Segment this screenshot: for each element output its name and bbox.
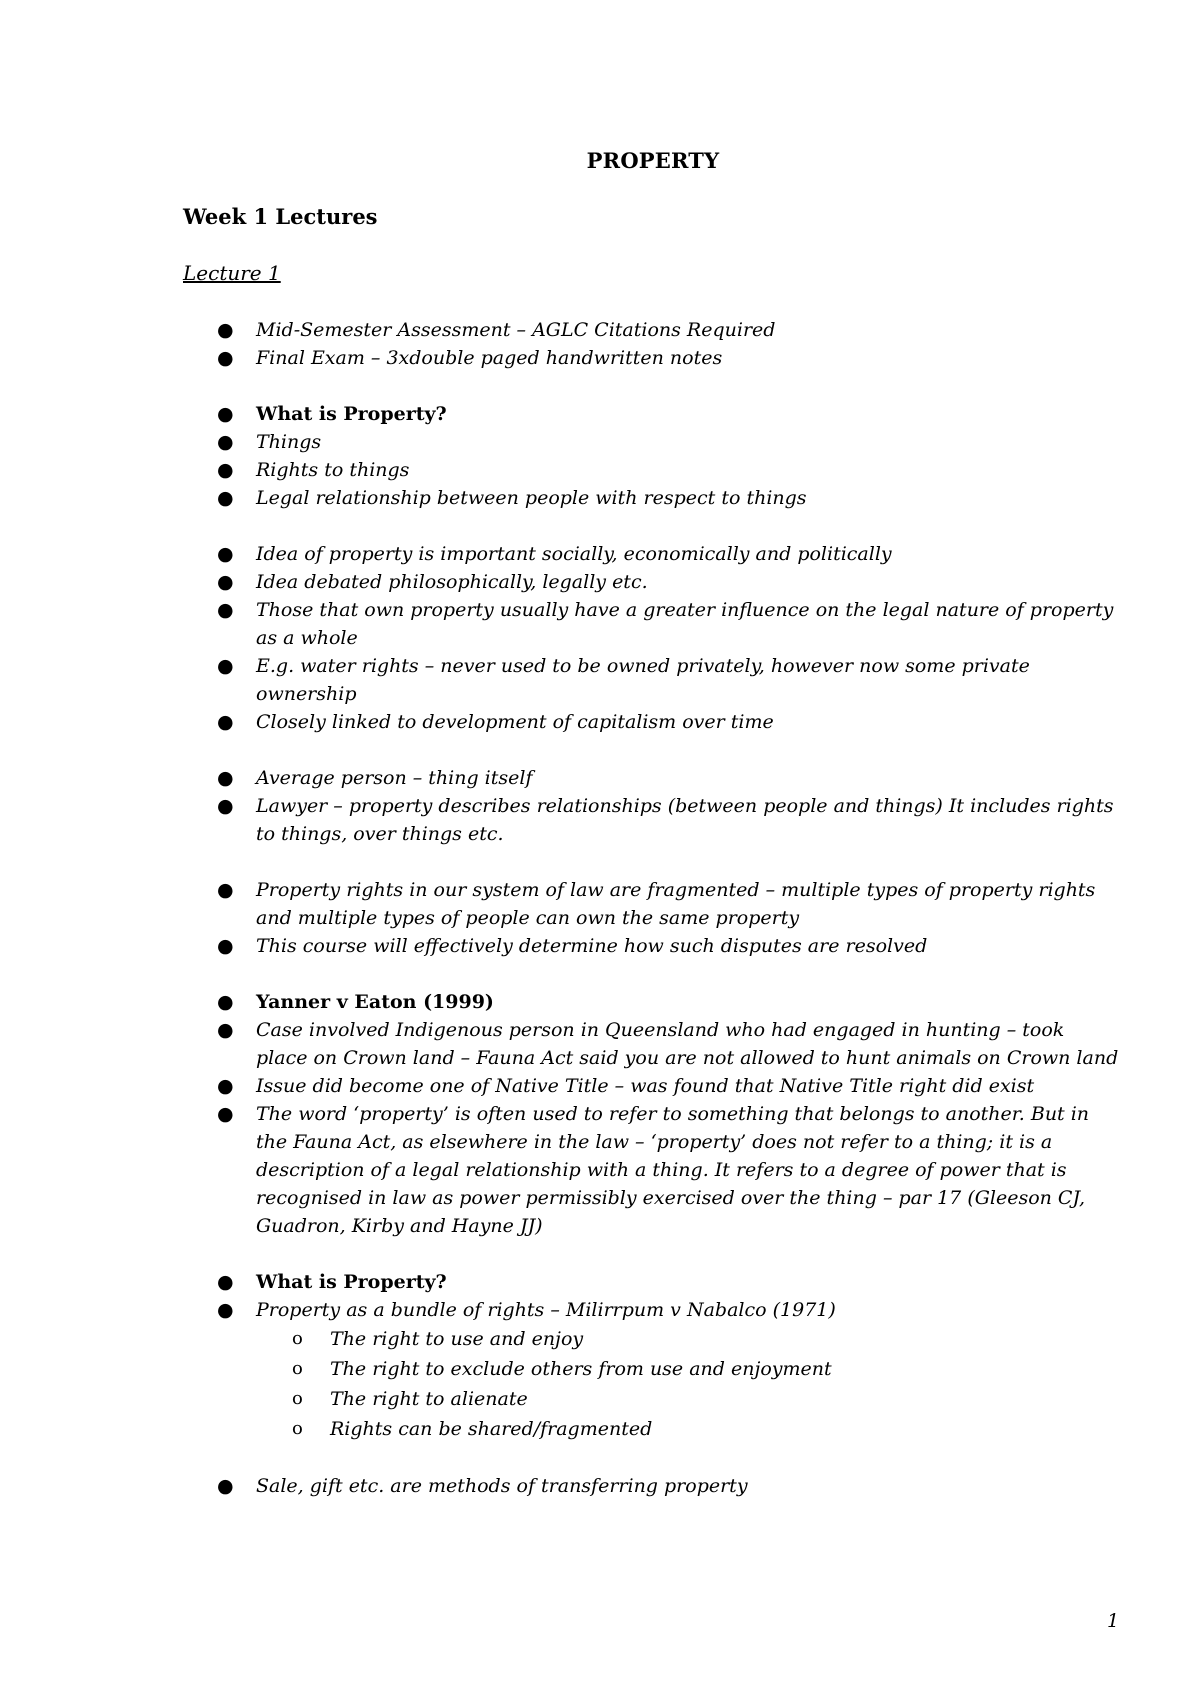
hollow-circle-icon: o (292, 1358, 303, 1379)
bullet-icon: ● (217, 1271, 234, 1293)
section-heading: Week 1 Lectures (183, 204, 378, 229)
group-spacer (0, 372, 1200, 400)
bullet-item (0, 596, 1120, 652)
bullet-group (0, 540, 1200, 736)
bullet-text: E.g. water rights – never used to be owned privately, however now some private ownership (256, 655, 1030, 705)
bullet-text: Closely linked to development of capitalism over time (256, 711, 774, 733)
sub-bullet-text: The right to alienate (330, 1388, 528, 1410)
bullet-text: Property as a bundle of rights – Milirrpum v Nabalco (1971) (256, 1299, 836, 1321)
hollow-circle-icon: o (292, 1328, 303, 1349)
bullet-text: Those that own property usually have a greater influence on the legal nature of property as a whole (256, 599, 1114, 649)
hollow-circle-icon: o (292, 1418, 303, 1439)
bullet-text: What is Property? (256, 403, 447, 425)
bullet-icon: ● (217, 347, 234, 369)
bullet-icon: ● (217, 991, 234, 1013)
bullet-text: Idea debated philosophically, legally etc. (256, 571, 648, 593)
group-spacer (0, 512, 1200, 540)
bullet-icon: ● (217, 431, 234, 453)
group-spacer (0, 736, 1200, 764)
bullet-group (0, 1268, 1200, 1444)
bullet-heading (0, 988, 1120, 1016)
bullet-text: This course will effectively determine how such disputes are resolved (256, 935, 928, 957)
bullet-item (0, 344, 1120, 372)
bullet-item (0, 876, 1120, 932)
bullet-item (0, 1072, 1120, 1100)
bullet-item (0, 1296, 1120, 1324)
group-spacer (0, 1240, 1200, 1268)
bullet-text: Mid-Semester Assessment – AGLC Citations Required (256, 319, 776, 341)
bullet-text: Sale, gift etc. are methods of transferring property (256, 1475, 748, 1497)
hollow-circle-icon: o (292, 1388, 303, 1409)
bullet-text: The word ‘property’ is often used to refer to something that belongs to another. But in the Fauna Act, as elsewhere in the law – ‘property’ does not refer to a thing; it is a description of a legal relationship with a thing. It refers to a degree of power that is recognised in law as power permissibly exercised over the thing – par 17 (Gleeson CJ, Guadron, Kirby and Hayne JJ) (256, 1103, 1090, 1237)
bullet-icon: ● (217, 1075, 234, 1097)
bullet-text: Rights to things (256, 459, 410, 481)
bullet-icon: ● (217, 879, 234, 901)
bullet-icon: ● (217, 1299, 234, 1321)
bullet-icon: ● (217, 459, 234, 481)
bullet-icon: ● (217, 1475, 234, 1497)
bullet-text: Things (256, 431, 322, 453)
bullet-group (0, 988, 1200, 1240)
bullet-text: Idea of property is important socially, economically and politically (256, 543, 892, 565)
bullet-icon: ● (217, 795, 234, 817)
bullet-item (0, 792, 1120, 848)
bullet-text: Case involved Indigenous person in Queensland who had engaged in hunting – took place on Crown land – Fauna Act said you are not allowed to hunt animals on Crown land (256, 1019, 1119, 1069)
bullet-item (0, 568, 1120, 596)
group-spacer (0, 848, 1200, 876)
bullet-icon: ● (217, 655, 234, 677)
bullet-item (0, 1016, 1120, 1072)
bullet-group (0, 400, 1200, 512)
bullet-text: What is Property? (256, 1271, 447, 1293)
bullet-item (0, 1472, 1120, 1500)
bullet-item (0, 428, 1120, 456)
bullet-item (0, 764, 1120, 792)
bullet-text: Yanner v Eaton (1999) (256, 991, 494, 1013)
sub-bullet-item (0, 1414, 1120, 1444)
bullet-icon: ● (217, 599, 234, 621)
bullet-item (0, 708, 1120, 736)
lecture-subheading: Lecture 1 (183, 261, 281, 285)
document-title: PROPERTY (586, 148, 720, 173)
bullet-item (0, 484, 1120, 512)
bullet-icon: ● (217, 319, 234, 341)
bullet-text: Average person – thing itself (256, 767, 533, 789)
bullet-item (0, 456, 1120, 484)
bullet-item (0, 540, 1120, 568)
bullet-heading (0, 400, 1120, 428)
bullet-text: Legal relationship between people with respect to things (256, 487, 807, 509)
bullet-text: Issue did become one of Native Title – was found that Native Title right did exist (256, 1075, 1035, 1097)
sub-bullet-text: The right to use and enjoy (330, 1328, 584, 1350)
sub-bullet-text: Rights can be shared/fragmented (330, 1418, 653, 1440)
sub-bullet-text: The right to exclude others from use and enjoyment (330, 1358, 832, 1380)
bullet-item (0, 652, 1120, 708)
bullet-icon: ● (217, 767, 234, 789)
bullet-text: Final Exam – 3xdouble paged handwritten notes (256, 347, 723, 369)
bullet-icon: ● (217, 487, 234, 509)
bullet-icon: ● (217, 1103, 234, 1125)
page-number: 1 (1107, 1610, 1120, 1632)
bullet-group (0, 316, 1200, 372)
notes-content (0, 316, 1200, 1500)
bullet-icon: ● (217, 711, 234, 733)
sub-bullet-item (0, 1384, 1120, 1414)
bullet-item (0, 932, 1120, 960)
bullet-icon: ● (217, 403, 234, 425)
bullet-item (0, 316, 1120, 344)
group-spacer (0, 960, 1200, 988)
bullet-item (0, 1100, 1120, 1240)
bullet-icon: ● (217, 1019, 234, 1041)
bullet-icon: ● (217, 543, 234, 565)
bullet-heading (0, 1268, 1120, 1296)
bullet-group (0, 876, 1200, 960)
bullet-group (0, 1472, 1200, 1500)
bullet-group (0, 764, 1200, 848)
sub-bullet-item (0, 1324, 1120, 1354)
sub-bullet-item (0, 1354, 1120, 1384)
bullet-icon: ● (217, 571, 234, 593)
bullet-text: Lawyer – property describes relationships (between people and things) It includes rights to things, over things etc. (256, 795, 1114, 845)
bullet-text: Property rights in our system of law are fragmented – multiple types of property rights and multiple types of people can own the same property (256, 879, 1096, 929)
bullet-icon: ● (217, 935, 234, 957)
group-spacer (0, 1444, 1200, 1472)
